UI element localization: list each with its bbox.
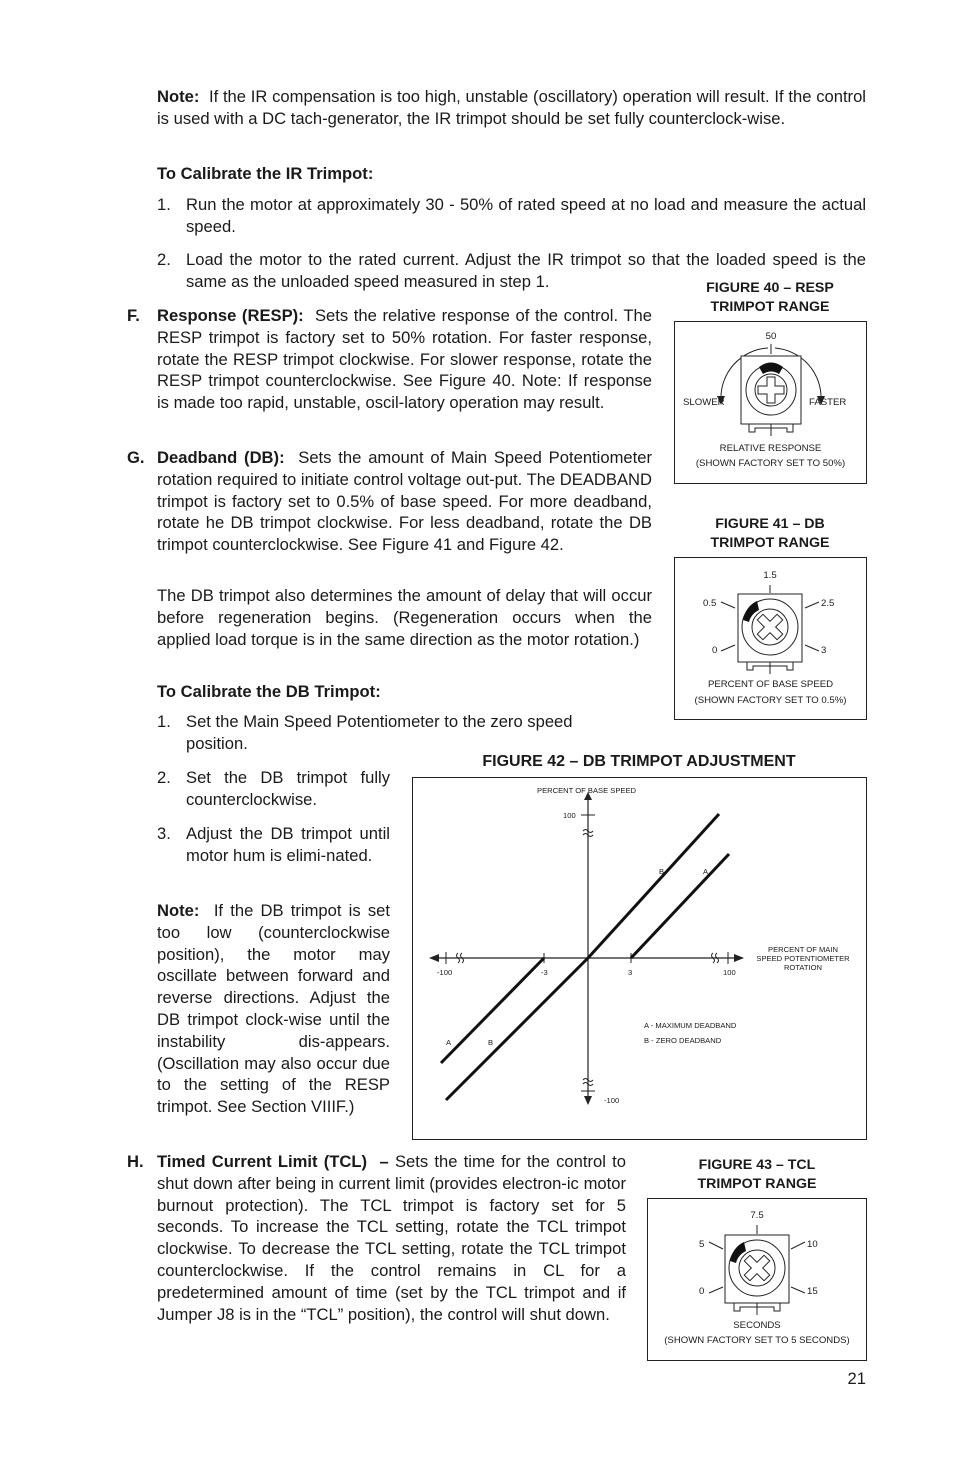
- fig42-label-b-lower: B: [488, 1038, 494, 1047]
- fig40-box: [674, 321, 867, 484]
- fig42-box: [412, 777, 867, 1140]
- fig41-caption2: (SHOWN FACTORY SET TO 0.5%): [694, 695, 847, 706]
- section-g-letter: G.: [127, 448, 145, 467]
- fig42-x-axis-label-3: ROTATION: [783, 963, 823, 972]
- fig42-x-axis-label-1: PERCENT OF MAIN: [768, 945, 838, 954]
- section-f-title: Response (RESP):: [157, 306, 304, 325]
- fig40-title-line1: FIGURE 40 – RESP: [706, 280, 834, 296]
- fig42-x-axis-label: [751, 945, 855, 972]
- fig41-box: [674, 557, 867, 720]
- fig42-line-b-lower: [446, 958, 588, 1100]
- fig43-label-upper-right: 10: [807, 1239, 818, 1250]
- fig43-title-line2: TRIMPOT RANGE: [697, 1175, 817, 1192]
- fig41-label-upper-right: 2.5: [821, 598, 835, 609]
- db-step-2-num: 2.: [157, 768, 171, 787]
- ir-step-1-text: Run the motor at approximately 30 - 50% of rated speed at no load and measure the actual speed.: [186, 195, 866, 236]
- fig42-label-b-upper: B: [659, 867, 665, 876]
- db-step-3-num: 3.: [157, 824, 171, 843]
- fig42-label-a-upper: A: [703, 867, 709, 876]
- fig43-caption2: (SHOWN FACTORY SET TO 5 SECONDS): [664, 1335, 850, 1346]
- db-step-1-text: Set the Main Speed Potentiometer to the zero speed position.: [186, 712, 573, 753]
- fig42-x-tick-neg3: -3: [541, 968, 548, 977]
- fig42-legend-a: A - MAXIMUM DEADBAND: [644, 1021, 737, 1030]
- db-step-2-text: Set the DB trimpot fully counterclockwise.: [186, 768, 390, 809]
- db-note-text: If the DB trimpot is set too low (counterclockwise position), the motor may oscillate between forward and reverse directions. Adjust the DB trimpot clock-wise until the instability dis-appears. (Oscillation may also occur due to the setting of the RESP trimpot. See Section VIIIF.): [157, 901, 390, 1117]
- section-g-para2: The DB trimpot also determines the amount of delay that will occur before regeneration begins. (Regeneration occurs when the applied load torque is in the same direction as the motor rotation.): [157, 586, 652, 649]
- ir-step-1-num: 1.: [157, 195, 171, 214]
- fig43-label-lower-left: 0: [699, 1286, 705, 1297]
- fig42-y-axis-label: PERCENT OF BASE SPEED: [537, 786, 637, 795]
- fig43-label-lower-right: 15: [807, 1286, 818, 1297]
- fig41-label-lower-right: 3: [821, 645, 827, 656]
- fig42-legend-b: B - ZERO DEADBAND: [644, 1036, 722, 1045]
- db-step-1-num: 1.: [157, 712, 171, 731]
- fig43-box: [647, 1198, 867, 1361]
- fig40-caption1: RELATIVE RESPONSE: [719, 443, 822, 454]
- fig40-right-label: FASTER: [809, 397, 847, 408]
- section-h-text: Sets the time for the control to shut down after being in current limit (provides electron-ic motor burnout protection). The TCL trimpot is factory set for 5 seconds. To increase the TCL setting, rotate the TCL trimpot clockwise. To decrease the TCL setting, rotate the TCL trimpot counterclockwise. If the control remains in CL for a predetermined amount of time (set by the TCL trimpot and if Jumper J8 is in the “TCL” position), the control will shut down.: [157, 1152, 626, 1324]
- section-g-title: Deadband (DB):: [157, 448, 285, 467]
- page-number: 21: [847, 1369, 866, 1388]
- ir-step-2-num: 2.: [157, 250, 171, 269]
- fig40-left-label: SLOWER: [683, 397, 725, 408]
- section-f-text: Sets the relative response of the control. The RESP trimpot is factory set to 50% rotation. For faster response, rotate the RESP trimpot clockwise. For slower response, rotate the RESP trimpot counterclockwise. See Figure 40. Note: If response is made too rapid, unstable, oscil-latory operation may result.: [157, 306, 652, 413]
- section-f-letter: F.: [127, 306, 140, 325]
- db-step-3-text: Adjust the DB trimpot until motor hum is elimi-nated.: [186, 824, 390, 865]
- fig42-title: FIGURE 42 – DB TRIMPOT ADJUSTMENT: [482, 753, 796, 770]
- top-note: [157, 86, 866, 130]
- fig40-top-label: 50: [765, 331, 777, 342]
- top-note-text: If the IR compensation is too high, unstable (oscillatory) operation will result. If the control is used with a DC tach-generator, the IR trimpot should be set fully counterclock-wise.: [157, 87, 866, 128]
- fig41-caption1: PERCENT OF BASE SPEED: [707, 679, 834, 690]
- ir-calibrate-heading: To Calibrate the IR Trimpot:: [157, 164, 374, 183]
- fig43-title-line1: FIGURE 43 – TCL: [698, 1157, 816, 1173]
- fig40-title-line2: TRIMPOT RANGE: [710, 298, 830, 315]
- fig40-title: [674, 279, 866, 316]
- fig42-x-tick-3: 3: [628, 968, 633, 977]
- fig43-caption1: SECONDS: [733, 1320, 781, 1331]
- db-note-label: Note:: [157, 901, 200, 920]
- section-h-title: Timed Current Limit (TCL): [157, 1152, 368, 1171]
- fig41-title-line1: FIGURE 41 – DB: [715, 516, 825, 532]
- db-note: [157, 900, 390, 1118]
- fig42-x-tick-neg100: -100: [437, 968, 453, 977]
- fig41-title-line2: TRIMPOT RANGE: [710, 534, 830, 551]
- fig42-label-a-lower: A: [446, 1038, 452, 1047]
- fig42-line-a-upper: [631, 854, 729, 958]
- fig43-title: [648, 1156, 866, 1193]
- fig40-caption2: (SHOWN FACTORY SET TO 50%): [695, 458, 846, 469]
- fig41-label-upper-left: 0.5: [703, 598, 717, 609]
- section-g-body: [157, 447, 652, 556]
- section-h-dash: –: [379, 1152, 389, 1171]
- fig42-x-tick-100: 100: [723, 968, 736, 977]
- fig41-label-top: 1.5: [763, 570, 777, 581]
- fig42-y-top-label: 100: [563, 811, 576, 820]
- db-calibrate-heading: To Calibrate the DB Trimpot:: [157, 682, 381, 701]
- section-h-body: [157, 1151, 626, 1325]
- section-h-letter: H.: [127, 1152, 144, 1171]
- fig43-label-top: 7.5: [750, 1210, 764, 1221]
- fig42-line-a-lower: [441, 958, 544, 1063]
- top-note-label: Note:: [157, 87, 200, 106]
- fig41-title: [674, 515, 866, 552]
- section-g-text: Sets the amount of Main Speed Potentiometer rotation required to initiate control voltage out-put. The DEADBAND trimpot is factory set to 0.5% of base speed. For more deadband, rotate he DB trimpot clockwise. For less deadband, rotate the DB trimpot counterclockwise. See Figure 41 and Figure 42.: [157, 448, 653, 555]
- fig42-y-bottom-label: -100: [604, 1096, 620, 1105]
- fig41-label-lower-left: 0: [712, 645, 718, 656]
- fig43-label-upper-left: 5: [699, 1239, 705, 1250]
- fig42-x-axis-label-2: SPEED POTENTIOMETER: [756, 954, 850, 963]
- section-f-body: [157, 305, 652, 414]
- ir-step-2-body: Load the motor to the rated current. Adjust the IR trimpot so that the loaded speed is the same as the unloaded speed measured in step 1.: [186, 250, 866, 291]
